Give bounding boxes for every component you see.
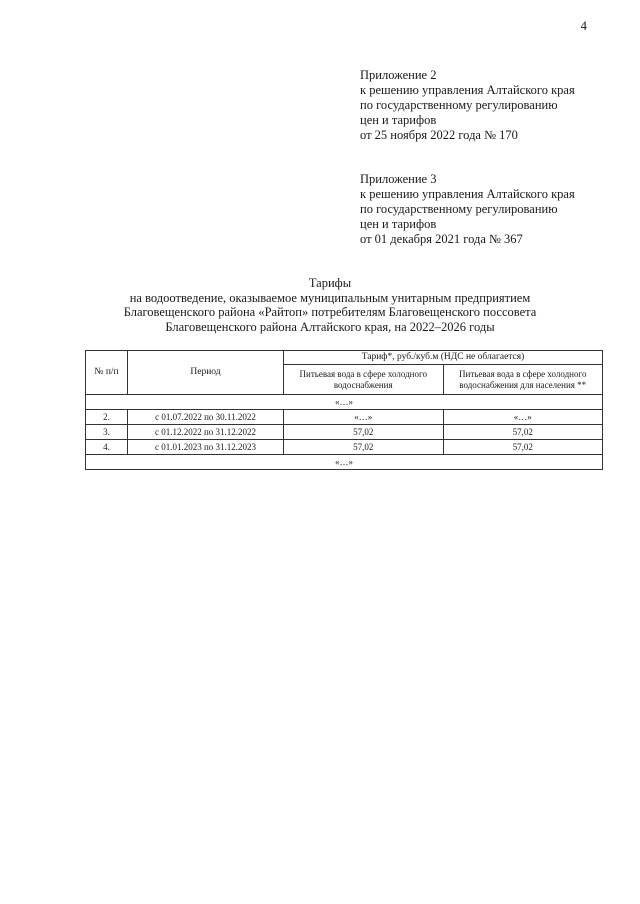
appendix-3-line: цен и тарифов — [360, 217, 437, 231]
title-line: Благовещенского района «Райтоп» потребителям Благовещенского поссовета — [123, 305, 537, 319]
appendix-3-line: Приложение 3 — [360, 172, 437, 186]
appendix-2-line: от 25 ноября 2022 года № 170 — [360, 128, 518, 142]
appendix-3-line: от 01 декабря 2021 года № 367 — [360, 232, 523, 246]
ellipsis-cell: «…» — [86, 455, 603, 470]
appendix-2-line: к решению управления Алтайского края — [360, 83, 575, 97]
header-number: № п/п — [86, 351, 128, 395]
row-number: 3. — [86, 425, 128, 440]
title-heading: Тарифы — [308, 276, 352, 290]
tariff-table — [85, 350, 603, 470]
appendix-3-line: к решению управления Алтайского края — [360, 187, 575, 201]
row-period: с 01.07.2022 по 30.11.2022 — [128, 410, 284, 425]
table-row — [86, 440, 603, 455]
row-number: 4. — [86, 440, 128, 455]
appendix-3-line: по государственному регулированию — [360, 202, 558, 216]
appendix-2-line: Приложение 2 — [360, 68, 437, 82]
row-tariff-2: 57,02 — [443, 440, 603, 455]
header-tariff: Тариф*, руб./куб.м (НДС не облагается) — [284, 351, 603, 365]
header-period: Период — [128, 351, 284, 395]
title-line: Благовещенского района Алтайского края, на 2022–2026 годы — [165, 319, 495, 334]
appendix-2-block — [360, 68, 575, 143]
table-row-ellipsis — [86, 395, 603, 410]
row-tariff-1: 57,02 — [284, 440, 444, 455]
table-row — [86, 425, 603, 440]
appendix-2-line: цен и тарифов — [360, 113, 437, 127]
row-period: с 01.01.2023 по 31.12.2023 — [128, 440, 284, 455]
table-row — [86, 410, 603, 425]
row-tariff-2: «…» — [443, 410, 603, 425]
header-drinking-water: Питьевая вода в сфере холодного водоснабжения — [284, 365, 444, 395]
table-row-ellipsis — [86, 455, 603, 470]
ellipsis-cell: «…» — [86, 395, 603, 410]
row-tariff-2: 57,02 — [443, 425, 603, 440]
header-drinking-water-population: Питьевая вода в сфере холодного водоснабжения для населения ** — [443, 365, 603, 395]
page-number: 4 — [580, 18, 587, 33]
row-period: с 01.12.2022 по 31.12.2022 — [128, 425, 284, 440]
appendix-3-block — [360, 172, 575, 247]
document-title — [60, 276, 600, 334]
title-line: на водоотведение, оказываемое муниципальным унитарным предприятием — [129, 290, 531, 305]
appendix-2-line: по государственному регулированию — [360, 98, 558, 112]
row-number: 2. — [86, 410, 128, 425]
row-tariff-1: 57,02 — [284, 425, 444, 440]
row-tariff-1: «…» — [284, 410, 444, 425]
